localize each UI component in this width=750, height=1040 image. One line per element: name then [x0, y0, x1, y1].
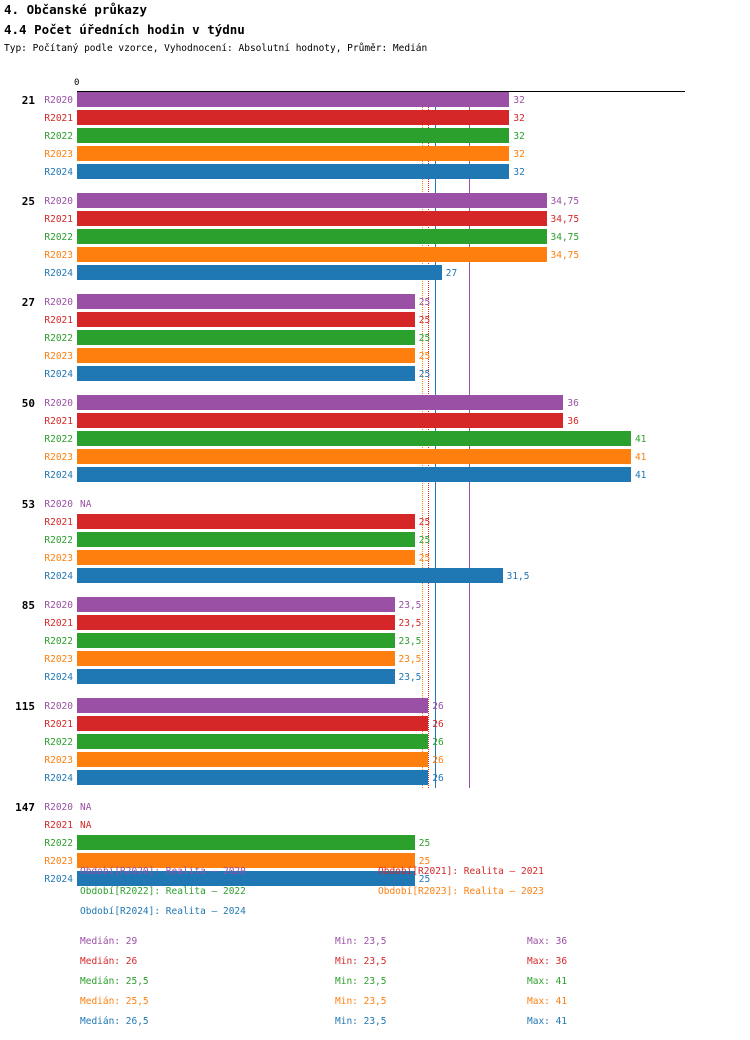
- stat-min: Min: 23,5: [335, 996, 387, 1007]
- bar-value-label: 26: [432, 773, 444, 784]
- series-row-label: R2024: [44, 268, 73, 279]
- na-marker: NA: [80, 499, 92, 510]
- bar: [77, 110, 509, 125]
- bar-value-label: 32: [513, 95, 525, 106]
- bar-value-label: 25: [418, 297, 431, 308]
- bar-value-label: 25: [418, 315, 431, 326]
- group-label: 115: [15, 700, 35, 713]
- series-row-label: R2022: [44, 838, 73, 849]
- series-row-label: R2024: [44, 571, 73, 582]
- stat-median: Medián: 26: [80, 956, 138, 967]
- bar: [77, 366, 415, 381]
- bar-value-label: 31,5: [506, 571, 530, 582]
- legend-item: Období[R2021]: Realita – 2021: [378, 866, 544, 877]
- series-row-label: R2022: [44, 333, 73, 344]
- stat-min: Min: 23,5: [335, 936, 387, 947]
- bar: [77, 211, 547, 226]
- bar-value-label: 25: [418, 856, 431, 867]
- series-row-label: R2023: [44, 856, 73, 867]
- bar: [77, 449, 631, 464]
- bar: [77, 752, 428, 767]
- series-row-label: R2022: [44, 434, 73, 445]
- bar: [77, 128, 509, 143]
- chart-subtitle: Typ: Počítaný podle vzorce, Vyhodnocení: Absolutní hodnoty, Průměr: Medián: [4, 43, 428, 54]
- bar: [77, 514, 415, 529]
- bar-value-label: 34,75: [550, 196, 580, 207]
- stat-max: Max: 41: [527, 996, 568, 1007]
- bar-value-label: 32: [513, 113, 525, 124]
- bar-value-label: 25: [418, 535, 431, 546]
- bar: [77, 532, 415, 547]
- series-row-label: R2022: [44, 131, 73, 142]
- bar-value-label: 32: [513, 167, 525, 178]
- bar-value-label: 23,5: [398, 618, 422, 629]
- bar-value-label: 27: [445, 268, 458, 279]
- series-row-label: R2021: [44, 517, 73, 528]
- bar: [77, 312, 415, 327]
- bar-value-label: 23,5: [398, 654, 422, 665]
- series-row-label: R2023: [44, 755, 73, 766]
- series-row-label: R2021: [44, 719, 73, 730]
- stat-max: Max: 36: [527, 956, 568, 967]
- series-row-label: R2023: [44, 553, 73, 564]
- bar-value-label: 36: [567, 416, 579, 427]
- legend-item: Období[R2023]: Realita – 2023: [378, 886, 544, 897]
- series-row-label: R2024: [44, 874, 73, 885]
- group-label: 21: [21, 94, 35, 107]
- stat-max: Max: 36: [527, 936, 568, 947]
- bar: [77, 615, 395, 630]
- series-row-label: R2020: [44, 701, 73, 712]
- group-label: 27: [21, 296, 35, 309]
- bar: [77, 597, 395, 612]
- group-label: 147: [15, 801, 35, 814]
- stat-min: Min: 23,5: [335, 956, 387, 967]
- bar: [77, 92, 509, 107]
- bar-value-label: 26: [432, 701, 444, 712]
- series-row-label: R2022: [44, 737, 73, 748]
- chart-title: 4.4 Počet úředních hodin v týdnu: [4, 22, 245, 37]
- bar-value-label: 36: [567, 398, 579, 409]
- series-row-label: R2023: [44, 654, 73, 665]
- na-marker: NA: [80, 820, 92, 831]
- bar-value-label: 41: [634, 452, 647, 463]
- bar: [77, 265, 442, 280]
- bar: [77, 146, 509, 161]
- group-label: 25: [21, 195, 35, 208]
- chart-legend: [0, 866, 750, 1036]
- bar-value-label: 41: [634, 470, 647, 481]
- bar-value-label: 26: [432, 719, 444, 730]
- stat-median: Medián: 25,5: [80, 976, 149, 987]
- page-title: 4. Občanské průkazy: [4, 2, 147, 17]
- bar: [77, 467, 631, 482]
- series-row-label: R2024: [44, 672, 73, 683]
- bar: [77, 229, 547, 244]
- bar-value-label: 26: [432, 755, 444, 766]
- series-row-label: R2024: [44, 167, 73, 178]
- series-row-label: R2024: [44, 773, 73, 784]
- series-row-label: R2021: [44, 214, 73, 225]
- series-row-label: R2024: [44, 470, 73, 481]
- series-row-label: R2020: [44, 499, 73, 510]
- legend-item: Období[R2024]: Realita – 2024: [80, 906, 246, 917]
- bar-value-label: 25: [418, 517, 431, 528]
- series-row-label: R2021: [44, 113, 73, 124]
- bar: [77, 651, 395, 666]
- series-row-label: R2023: [44, 351, 73, 362]
- bar: [77, 164, 509, 179]
- group-label: 53: [21, 498, 35, 511]
- series-row-label: R2020: [44, 297, 73, 308]
- bar: [77, 568, 503, 583]
- stat-min: Min: 23,5: [335, 1016, 387, 1027]
- bar: [77, 734, 428, 749]
- series-row-label: R2023: [44, 149, 73, 160]
- bar: [77, 431, 631, 446]
- series-row-label: R2022: [44, 535, 73, 546]
- stat-median: Medián: 26,5: [80, 1016, 149, 1027]
- bar-value-label: 34,75: [550, 250, 580, 261]
- bar: [77, 247, 547, 262]
- bar-value-label: 32: [513, 131, 525, 142]
- bar: [77, 348, 415, 363]
- series-row-label: R2022: [44, 636, 73, 647]
- bar-value-label: 25: [418, 874, 431, 885]
- bar: [77, 698, 428, 713]
- bar-value-label: 25: [418, 351, 431, 362]
- series-row-label: R2020: [44, 398, 73, 409]
- bar: [77, 395, 563, 410]
- series-row-label: R2022: [44, 232, 73, 243]
- axis-tick-zero: 0: [74, 78, 80, 88]
- series-row-label: R2020: [44, 600, 73, 611]
- legend-item: Období[R2020]: Realita – 2020: [80, 866, 246, 877]
- bar-value-label: 25: [418, 838, 431, 849]
- bar: [77, 669, 395, 684]
- stat-median: Medián: 25,5: [80, 996, 149, 1007]
- bar: [77, 193, 547, 208]
- bar-value-label: 26: [432, 737, 444, 748]
- group-label: 50: [21, 397, 35, 410]
- series-row-label: R2020: [44, 95, 73, 106]
- bar-value-label: 23,5: [398, 636, 422, 647]
- bar: [77, 550, 415, 565]
- bar: [77, 770, 428, 785]
- bar-value-label: 34,75: [550, 232, 580, 243]
- bar: [77, 413, 563, 428]
- series-row-label: R2021: [44, 315, 73, 326]
- series-row-label: R2021: [44, 618, 73, 629]
- series-row-label: R2023: [44, 250, 73, 261]
- bar-value-label: 41: [634, 434, 647, 445]
- bar-value-label: 34,75: [550, 214, 580, 225]
- stat-max: Max: 41: [527, 1016, 568, 1027]
- series-row-label: R2024: [44, 369, 73, 380]
- series-row-label: R2021: [44, 416, 73, 427]
- bar-value-label: 23,5: [398, 600, 422, 611]
- stat-max: Max: 41: [527, 976, 568, 987]
- group-label: 85: [21, 599, 35, 612]
- bar-value-label: 32: [513, 149, 525, 160]
- bar: [77, 294, 415, 309]
- bar: [77, 330, 415, 345]
- series-row-label: R2020: [44, 196, 73, 207]
- bar-value-label: 25: [418, 333, 431, 344]
- bar: [77, 835, 415, 850]
- legend-item: Období[R2022]: Realita – 2022: [80, 886, 246, 897]
- bar-value-label: 23,5: [398, 672, 422, 683]
- bar: [77, 716, 428, 731]
- stat-min: Min: 23,5: [335, 976, 387, 987]
- bar-value-label: 25: [418, 369, 431, 380]
- series-row-label: R2023: [44, 452, 73, 463]
- bar: [77, 633, 395, 648]
- series-row-label: R2020: [44, 802, 73, 813]
- na-marker: NA: [80, 802, 92, 813]
- series-row-label: R2021: [44, 820, 73, 831]
- bar-value-label: 25: [418, 553, 431, 564]
- stat-median: Medián: 29: [80, 936, 138, 947]
